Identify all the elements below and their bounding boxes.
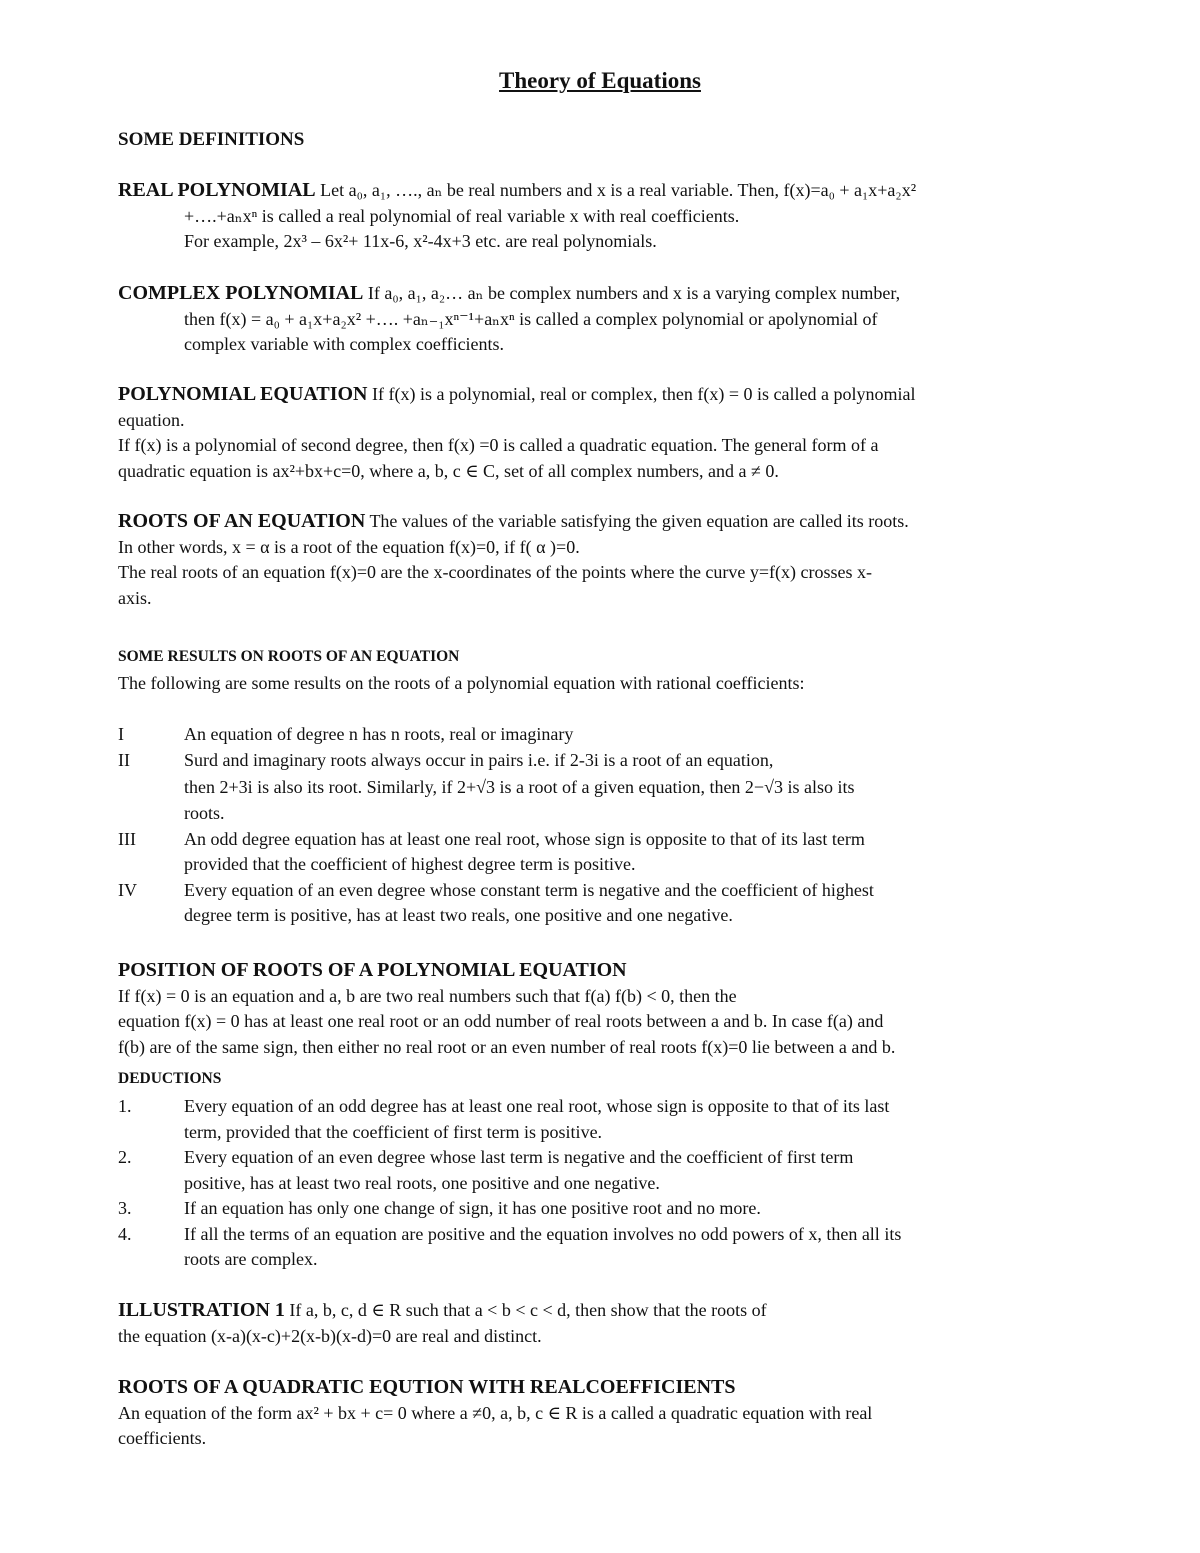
polynomial-equation-line-1: If f(x) is a polynomial, real or complex, then f(x) = 0 is called a polynomial bbox=[367, 384, 916, 404]
list-marker: I bbox=[118, 724, 124, 744]
list-marker: 2. bbox=[118, 1147, 132, 1167]
results-heading: SOME RESULTS ON ROOTS OF AN EQUATION bbox=[118, 648, 460, 665]
list-item-text: An equation of degree n has n roots, real or imaginary bbox=[184, 724, 574, 744]
roots-of-equation-line-3: The real roots of an equation f(x)=0 are the x-coordinates of the points where the curve y=f(x) crosses x- bbox=[118, 562, 873, 582]
complex-polynomial-line-3: complex variable with complex coefficients. bbox=[184, 334, 505, 354]
list-item-text: If an equation has only one change of sign, it has one positive root and no more. bbox=[184, 1198, 761, 1218]
polynomial-equation-line-4: quadratic equation is ax²+bx+c=0, where a, b, c ∈ C, set of all complex numbers, and a ≠ 0. bbox=[118, 460, 779, 481]
roots-of-equation-line-4: axis. bbox=[118, 587, 152, 608]
list-item bbox=[118, 748, 1083, 827]
list-item bbox=[118, 827, 1083, 878]
illustration-heading: ILLUSTRATION 1 bbox=[118, 1299, 285, 1321]
list-item-text: degree term is positive, has at least two reals, one positive and one negative. bbox=[184, 905, 733, 925]
illustration-line-2: the equation (x-a)(x-c)+2(x-b)(x-d)=0 are real and distinct. bbox=[118, 1325, 542, 1346]
list-marker: IV bbox=[118, 879, 137, 900]
roots-of-equation-definition bbox=[118, 509, 1083, 611]
list-item-text: Surd and imaginary roots always occur in pairs i.e. if 2-3i is a root of an equation, bbox=[184, 749, 774, 770]
real-polynomial-line-2: +….+aₙxⁿ is called a real polynomial of real variable x with real coefficients. bbox=[184, 205, 740, 226]
roots-of-equation-line-1: The values of the variable satisfying the given equation are called its roots. bbox=[365, 511, 909, 531]
real-polynomial-example: For example, 2x³ – 6x²+ 11x-6, x²-4x+3 etc. are real polynomials. bbox=[184, 231, 657, 251]
roots-of-equation-line-2: In other words, x = α is a root of the equation f(x)=0, if f( α )=0. bbox=[118, 536, 580, 557]
position-of-roots-heading: POSITION OF ROOTS OF A POLYNOMIAL EQUATION bbox=[118, 959, 627, 981]
list-item bbox=[118, 1094, 1083, 1145]
section-heading-some-definitions: SOME DEFINITIONS bbox=[118, 129, 305, 150]
list-item bbox=[118, 1196, 1083, 1222]
list-item-text: roots are complex. bbox=[184, 1249, 318, 1269]
complex-polynomial-heading: COMPLEX POLYNOMIAL bbox=[118, 282, 364, 304]
roots-of-equation-heading: ROOTS OF AN EQUATION bbox=[118, 510, 366, 532]
list-marker: 3. bbox=[118, 1198, 132, 1218]
quadratic-roots-section bbox=[118, 1375, 1083, 1452]
list-item bbox=[118, 1222, 1083, 1273]
list-item-text: Every equation of an odd degree has at least one real root, whose sign is opposite to that of its last bbox=[184, 1096, 890, 1116]
list-marker: III bbox=[118, 828, 136, 849]
list-item-text: provided that the coefficient of highest degree term is positive. bbox=[184, 854, 636, 874]
position-of-roots-line-3: f(b) are of the same sign, then either no real root or an even number of real roots f(x)=0 lie between a and b. bbox=[118, 1036, 896, 1057]
polynomial-equation-line-3: If f(x) is a polynomial of second degree, then f(x) =0 is called a quadratic equation. The general form of a bbox=[118, 435, 879, 455]
list-item-text: then 2+3i is also its root. Similarly, if 2+√3 is a root of a given equation, then 2−√3 is also its bbox=[184, 777, 855, 797]
list-item-text: Every equation of an even degree whose constant term is negative and the coefficient of highest bbox=[184, 879, 874, 900]
list-marker: II bbox=[118, 749, 130, 770]
complex-polynomial-line-1: If a₀, a₁, a₂… aₙ be complex numbers and x is a varying complex number, bbox=[367, 283, 901, 303]
list-item-text: Every equation of an even degree whose last term is negative and the coefficient of first term bbox=[184, 1147, 854, 1167]
list-item bbox=[118, 878, 1083, 929]
list-item bbox=[118, 1145, 1083, 1196]
polynomial-equation-heading: POLYNOMIAL EQUATION bbox=[118, 383, 368, 405]
page-title: Theory of Equations bbox=[499, 68, 701, 93]
list-item-text: positive, has at least two real roots, one positive and one negative. bbox=[184, 1172, 660, 1193]
illustration-line-1: If a, b, c, d ∈ R such that a < b < c < d, then show that the roots of bbox=[284, 1300, 767, 1320]
quadratic-roots-line-1: An equation of the form ax² + bx + c= 0 where a ≠0, a, b, c ∈ R is a called a quadratic equation with real bbox=[118, 1402, 873, 1423]
list-item-text: An odd degree equation has at least one real root, whose sign is opposite to that of its last term bbox=[184, 828, 865, 849]
list-item-text: roots. bbox=[184, 803, 225, 823]
list-marker: 4. bbox=[118, 1223, 132, 1244]
position-of-roots-section bbox=[118, 958, 1083, 1060]
quadratic-roots-heading: ROOTS OF A QUADRATIC EQUTION WITH REALCOEFFICIENTS bbox=[118, 1376, 736, 1398]
quadratic-roots-line-2: coefficients. bbox=[118, 1428, 207, 1448]
illustration-1 bbox=[118, 1298, 1083, 1349]
real-polynomial-line-1: Let a₀, a₁, …., aₙ be real numbers and x is a real variable. Then, f(x)=a₀ + a₁x+a₂x² bbox=[320, 180, 917, 200]
real-polynomial-definition bbox=[118, 178, 1083, 255]
results-intro: The following are some results on the roots of a polynomial equation with rational coefficients: bbox=[118, 673, 805, 693]
polynomial-equation-line-2: equation. bbox=[118, 409, 185, 430]
complex-polynomial-line-2: then f(x) = a₀ + a₁x+a₂x² +…. +aₙ₋₁xⁿ⁻¹+aₙxⁿ is called a complex polynomial or apolynomial of bbox=[184, 308, 878, 329]
list-item bbox=[118, 722, 1083, 748]
real-polynomial-heading: REAL POLYNOMIAL bbox=[118, 179, 316, 201]
position-of-roots-line-1: If f(x) = 0 is an equation and a, b are two real numbers such that f(a) f(b) < 0, then the bbox=[118, 985, 737, 1006]
position-of-roots-line-2: equation f(x) = 0 has at least one real root or an odd number of real roots between a and b. In case f(a) and bbox=[118, 1011, 884, 1031]
complex-polynomial-definition bbox=[118, 281, 1083, 358]
results-list bbox=[118, 722, 1083, 929]
deductions-heading: DEDUCTIONS bbox=[118, 1070, 222, 1087]
list-item-text: If all the terms of an equation are positive and the equation involves no odd powers of x, then all its bbox=[184, 1223, 902, 1244]
list-item-text: term, provided that the coefficient of first term is positive. bbox=[184, 1121, 603, 1142]
polynomial-equation-definition bbox=[118, 382, 1083, 484]
list-marker: 1. bbox=[118, 1096, 132, 1116]
deductions-list bbox=[118, 1094, 1083, 1273]
